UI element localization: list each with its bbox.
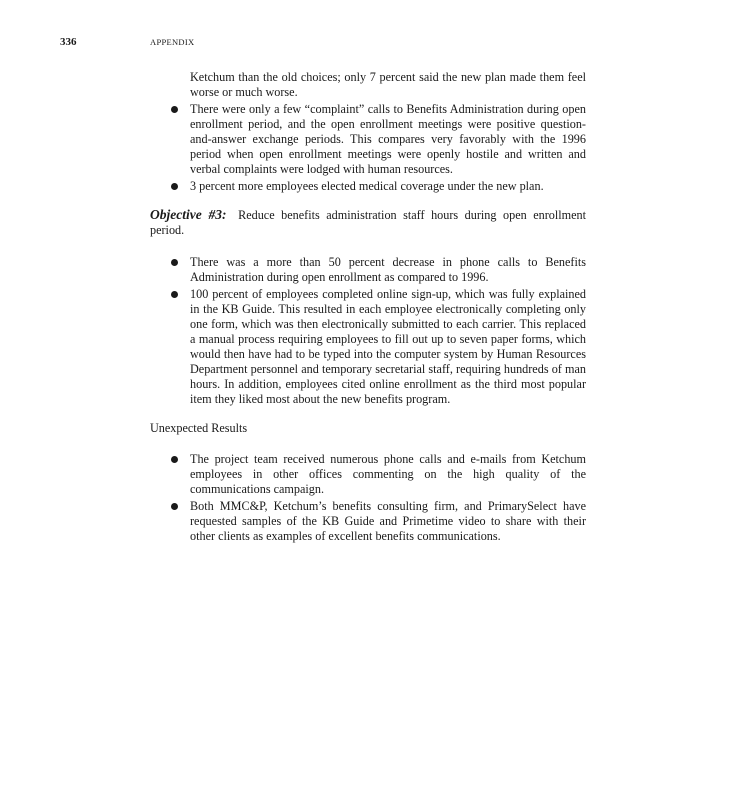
list-item-text: 3 percent more employees elected medical coverage under the new plan. (190, 179, 544, 193)
bullet-list-objective-3 (150, 255, 586, 407)
bullet-icon (171, 106, 178, 113)
list-item-text: 100 percent of employees completed online sign-up, which was fully explained in the KB Guide. This resulted in each employee electronically completing only one form, which was then electronically submitted to each carrier. This replaced a manual process requiring employees to fill out up to seven paper forms, which would then have had to be typed into the computer system by Human Resources Department personnel and temporary secretarial staff, requiring hundreds of man hours. In addition, employees cited online enrollment as the third most popular item they liked most about the new benefits program. (190, 287, 586, 406)
list-item-text: There was a more than 50 percent decrease in phone calls to Benefits Administration during open enrollment as compared to 1996. (190, 255, 586, 284)
section-heading-unexpected-results: Unexpected Results (150, 421, 248, 435)
bullet-icon (171, 503, 178, 510)
running-head: APPENDIX (150, 37, 195, 47)
bullet-icon (171, 183, 178, 190)
bullet-icon (171, 456, 178, 463)
continuation-paragraph: Ketchum than the old choices; only 7 percent said the new plan made them feel worse or much worse. (190, 70, 586, 99)
list-item-text: There were only a few “complaint” calls to Benefits Administration during open enrollment period, and the open enrollment meetings were positive question-and-answer exchange periods. This compares very favorably with the 1996 period when open enrollment meetings were openly hostile and written and verbal complaints were lodged with human resources. (190, 102, 586, 176)
page-body (150, 70, 586, 544)
page-number: 336 (60, 36, 77, 48)
objective-label: Objective #3: (150, 207, 227, 222)
list-item (150, 255, 586, 285)
bullet-list-results (150, 102, 586, 194)
list-item (150, 179, 586, 194)
list-item (150, 452, 586, 497)
objective-paragraph (150, 207, 586, 238)
list-item (150, 102, 586, 177)
list-item-text: The project team received numerous phone calls and e-mails from Ketchum employees in other offices commenting on the high quality of the communications campaign. (190, 452, 586, 496)
page-header (60, 36, 680, 50)
list-item-text: Both MMC&P, Ketchum’s benefits consulting firm, and PrimarySelect have requested samples of the KB Guide and Primetime video to share with their other clients as examples of excellent benefits communications. (190, 499, 586, 543)
list-item (150, 499, 586, 544)
bullet-list-unexpected (150, 452, 586, 544)
bullet-icon (171, 259, 178, 266)
objective-text: Reduce benefits administration staff hours during open enrollment period. (150, 208, 587, 237)
bullet-icon (171, 291, 178, 298)
list-item (150, 287, 586, 407)
